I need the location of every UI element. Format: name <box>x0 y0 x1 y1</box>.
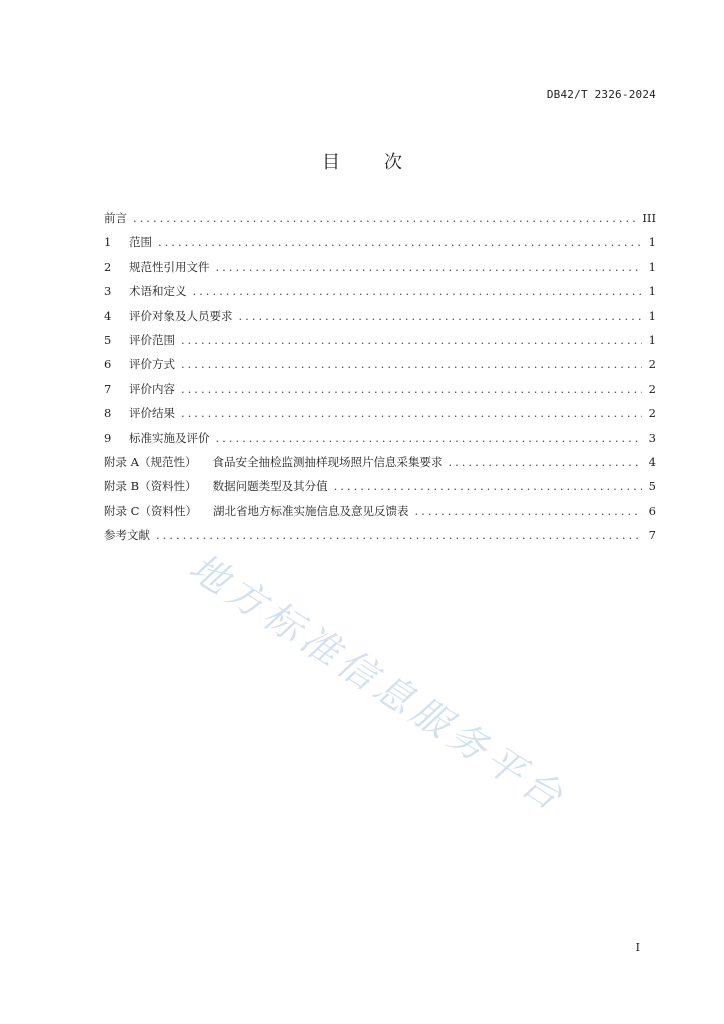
toc-entry-9[interactable] <box>104 430 656 454</box>
toc-entry-page: 1 <box>648 308 656 323</box>
toc-leader-dots <box>193 284 643 298</box>
toc-entry-number: 4 <box>104 308 112 323</box>
toc-entry-page: III <box>642 211 656 225</box>
toc-entry-number: 1 <box>104 235 112 250</box>
toc-entry-2[interactable] <box>104 259 656 283</box>
page-number: I <box>635 941 640 954</box>
toc-entry-label: 术语和定义 <box>129 284 187 299</box>
toc-entry-page: 2 <box>648 357 656 372</box>
toc-entry-page: 1 <box>648 284 656 299</box>
toc-entry-label: 评价内容 <box>129 381 175 396</box>
toc-leader-dots <box>181 357 642 371</box>
toc-entry-1[interactable] <box>104 234 656 258</box>
toc-entry-page: 5 <box>648 479 656 494</box>
toc-entry-references[interactable] <box>104 527 656 551</box>
toc-appendix-tag: 附录 A（规范性） <box>104 454 197 469</box>
toc-entry-label: 湖北省地方标准实施信息及意见反馈表 <box>212 503 409 518</box>
toc-entry-page: 4 <box>648 454 656 469</box>
toc-entry-label: 评价对象及人员要求 <box>129 308 233 323</box>
toc-entry-number: 7 <box>104 381 112 396</box>
toc-entry-number: 8 <box>104 406 112 421</box>
toc-entry-7[interactable] <box>104 381 656 405</box>
toc-entry-page: 1 <box>648 235 656 250</box>
toc-entry-label: 评价方式 <box>129 357 175 372</box>
toc-entry-appendix-b[interactable] <box>104 478 656 502</box>
toc-entry-label: 评价范围 <box>129 332 175 347</box>
toc-entry-page: 1 <box>648 332 656 347</box>
toc-entry-label: 范围 <box>129 235 152 250</box>
toc-entry-appendix-a[interactable] <box>104 454 656 478</box>
toc-leader-dots <box>156 528 642 542</box>
toc-entry-label: 前言 <box>104 211 127 225</box>
toc-entry-4[interactable] <box>104 308 656 332</box>
toc-leader-dots <box>216 260 643 274</box>
toc-leader-dots <box>239 309 643 323</box>
toc-entry-number: 6 <box>104 357 112 372</box>
toc-entry-8[interactable] <box>104 405 656 429</box>
document-code: DB42/T 2326-2024 <box>546 88 656 101</box>
watermark: 地方标准信息服务平台 <box>181 544 575 822</box>
toc-entry-3[interactable] <box>104 283 656 307</box>
toc-leader-dots <box>414 504 642 518</box>
toc-appendix-tag: 附录 B（资料性） <box>104 479 197 494</box>
toc-entry-appendix-c[interactable] <box>104 503 656 527</box>
toc-leader-dots <box>216 431 643 445</box>
toc-appendix-tag: 附录 C（资料性） <box>104 503 197 518</box>
toc-entry-label: 规范性引用文件 <box>129 259 210 274</box>
toc-entry-label: 数据问题类型及其分值 <box>212 479 328 494</box>
toc-entry-number: 2 <box>104 259 112 274</box>
toc-entry-page: 2 <box>648 406 656 421</box>
toc-entry-page: 7 <box>648 528 656 543</box>
toc-entry-label: 参考文献 <box>104 528 150 543</box>
table-of-contents <box>104 210 656 551</box>
toc-entry-number: 3 <box>104 284 112 299</box>
toc-title <box>0 148 724 174</box>
toc-entry-page: 2 <box>648 381 656 396</box>
toc-entry-page: 6 <box>648 503 656 518</box>
toc-title-left: 目 <box>322 152 340 173</box>
toc-entry-5[interactable] <box>104 332 656 356</box>
toc-leader-dots <box>181 382 642 396</box>
toc-entry-6[interactable] <box>104 356 656 380</box>
toc-leader-dots <box>133 211 636 225</box>
toc-leader-dots <box>334 479 642 493</box>
toc-title-right: 次 <box>384 152 402 173</box>
toc-entry-label: 食品安全抽检监测抽样现场照片信息采集要求 <box>212 454 443 469</box>
toc-entry-page: 3 <box>648 430 656 445</box>
toc-leader-dots <box>181 406 642 420</box>
toc-entry-foreword[interactable] <box>104 210 656 234</box>
toc-entry-number: 9 <box>104 430 112 445</box>
toc-entry-page: 1 <box>648 259 656 274</box>
toc-entry-number: 5 <box>104 332 112 347</box>
toc-entry-label: 评价结果 <box>129 406 175 421</box>
toc-leader-dots <box>181 333 642 347</box>
toc-leader-dots <box>158 235 642 249</box>
toc-entry-label: 标准实施及评价 <box>129 430 210 445</box>
toc-leader-dots <box>448 455 642 469</box>
